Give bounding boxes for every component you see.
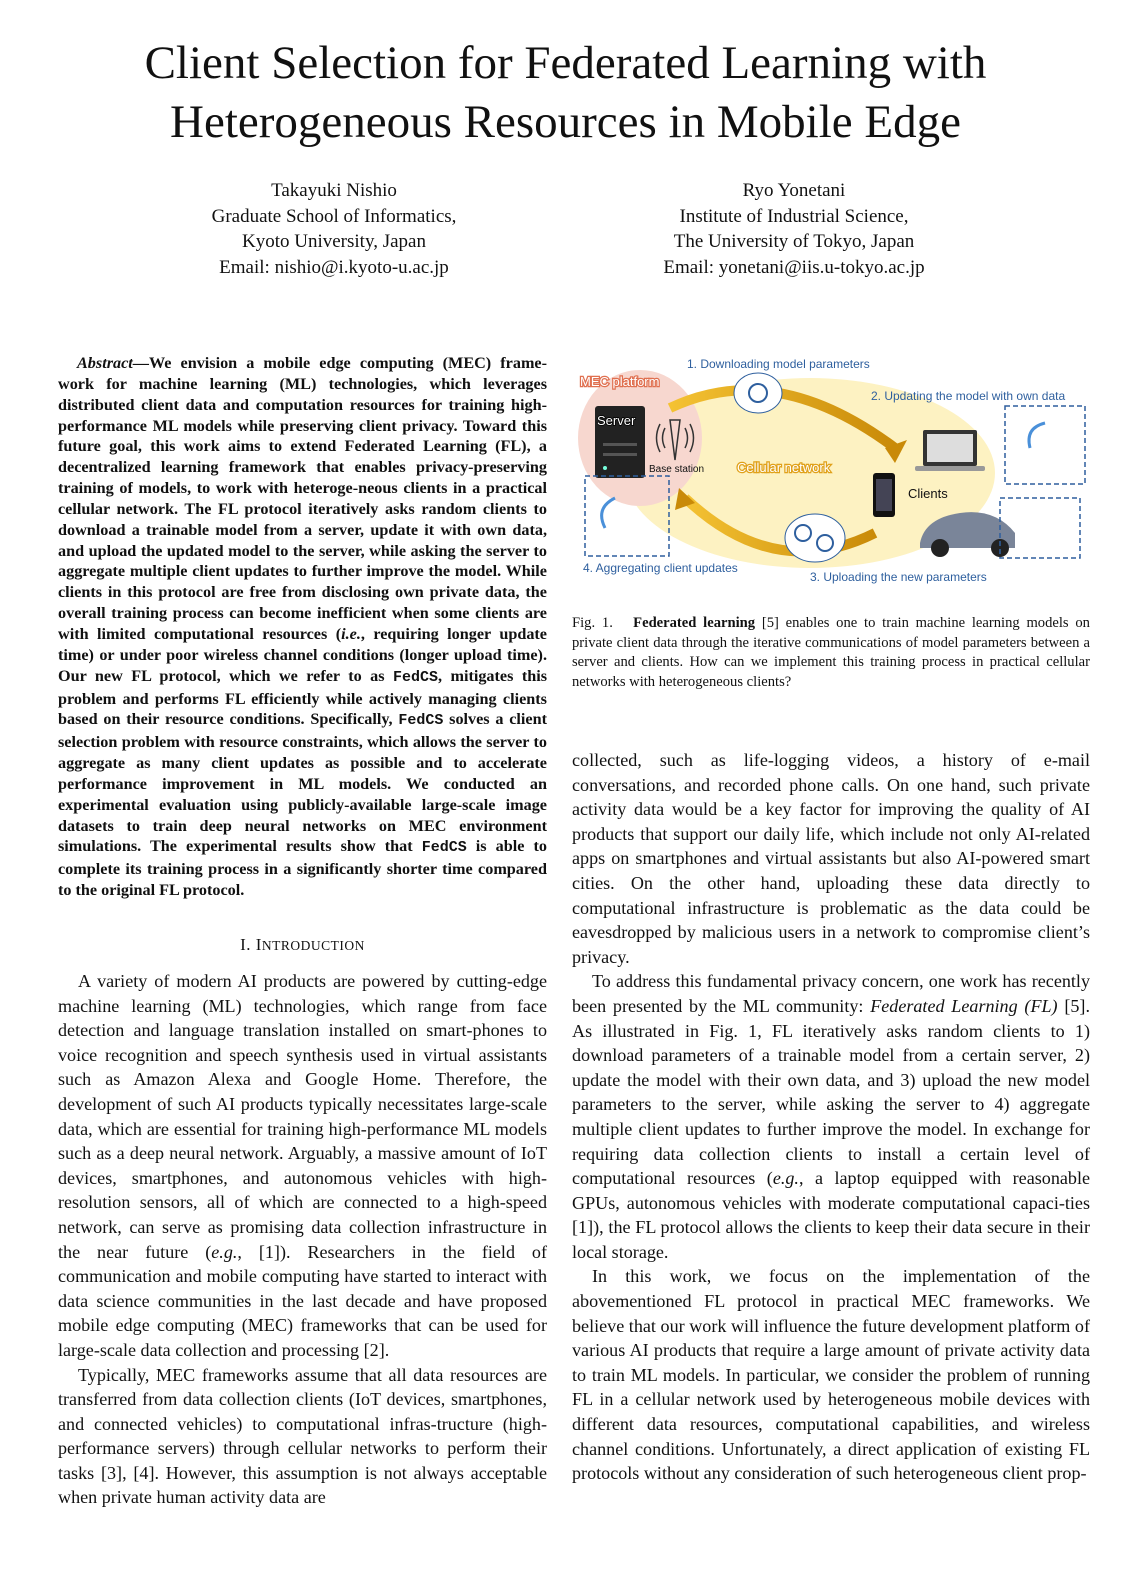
paragraph: [572, 748, 1090, 969]
section-heading-introduction: [58, 935, 547, 955]
abstract-text: , requiring longer update time) or under poor wireless channel conditions (longer upload time). Our new FL protocol, which we refer to as: [58, 624, 547, 685]
mec-platform-label: MEC platform: [580, 374, 660, 389]
title-line-2: Heterogeneous Resources in Mobile Edge: [170, 96, 961, 148]
caption-bold: Federated learning: [633, 615, 756, 631]
paragraph-eg: e.g.: [211, 1241, 238, 1262]
clients-label: Clients: [908, 486, 948, 501]
abstract: [58, 353, 547, 901]
paragraph-text: , a laptop equipped with reasonable GPUs, autonomous vehicles with moderate computational capaci-ties [1]), the FL protocol allows the clients to keep their data secure in their local storage.: [572, 1168, 1090, 1262]
abstract-ie: i.e.: [341, 624, 361, 643]
paragraph: [58, 969, 547, 1363]
step3-label: 3. Uploading the new parameters: [810, 570, 987, 584]
smartphone-icon: [873, 473, 895, 517]
author-affiliation: Institute of Industrial Science,: [679, 205, 909, 227]
abstract-text: , mitigates this problem and performs FL efficiently while actively managing clients based on their resource conditions. Specifically,: [58, 666, 548, 729]
author-block-2: [594, 178, 994, 280]
cellular-network-label: Cellular network: [737, 460, 831, 475]
paragraph-text: To address this fundamental privacy concern, one work has recently been presented by the ML community:: [572, 971, 1090, 1016]
author-affiliation: Graduate School of Informatics,: [211, 205, 457, 227]
caption-text: [5] enables one to train machine learning models on private client data through the iterative communications of model parameters between a server and clients. How can we implement this training process in practical cellular networks with heterogeneous clients?: [572, 615, 1090, 690]
paragraph: [572, 969, 1090, 1264]
fedcs-term: FedCS: [392, 668, 438, 686]
paragraph-text: , [1]). Researchers in the field of communication and mobile computing have started to interact with data science communities in the last decade and have proposed mobile edge computing (MEC) frameworks that can be used for large-scale data collection and processing [2].: [58, 1241, 547, 1360]
author-name: Ryo Yonetani: [742, 180, 846, 201]
author-affiliation: The University of Tokyo, Japan: [673, 231, 915, 252]
title-line-1: Client Selection for Federated Learning with: [144, 37, 987, 89]
paragraph-term: Federated Learning (FL): [870, 995, 1058, 1016]
abstract-dash: —: [132, 354, 149, 372]
update-box: [1005, 406, 1085, 484]
paragraph: [58, 1363, 547, 1511]
step1-label: 1. Downloading model parameters: [687, 357, 870, 371]
step2-label: 2. Updating the model with own data: [871, 389, 1066, 403]
author-affiliation: Kyoto University, Japan: [242, 231, 426, 252]
figure-federated-learning: [575, 348, 1090, 596]
step4-label: 4. Aggregating client updates: [583, 561, 738, 575]
model-bubble-icon: [734, 373, 782, 413]
paragraph-text: Typically, MEC frameworks assume that all data resources are transferred from data collection clients (IoT devices, smartphones, and connected vehicles) to computational infras-tructure (high-performance servers) through cellular networks to perform their tasks [3], [4]. However, this assumption is not always acceptable when private human activity data are: [58, 1364, 547, 1508]
abstract-text: solves a client selection problem with resource constraints, which allows the server to aggregate as many client updates as possible and to accelerate performance improvement in ML models. We conducted an experimental evaluation using publicly-available large-scale image datasets to train deep neural networks on MEC environment simulations. The experimental results show that: [58, 710, 547, 856]
paragraph-text: collected, such as life-logging videos, a history of e-mail conversations, and recorded phone calls. On one hand, such private activity data would be a key factor for improving the quality of AI products that support our daily life, which include not only AI-related apps on smartphones and virtual assistants but also AI-powered smart cities. On the other hand, uploading these data directly to computational infrastructure is problematic as the data could be eavesdropped by malicious users in a network to compromise client’s privacy.: [572, 750, 1090, 967]
abstract-text: We envision a mobile edge computing (MEC) frame-work for machine learning (ML) technologies, which leverages distributed client data and computation resources for training high-performance ML models while preserving client privacy. Toward this future goal, this work aims to extend Federated Learning (FL), a decentralized learning framework that enables privacy-preserving training of models, to work with heteroge-neous clients in a practical cellular network. The FL protocol iteratively asks random clients to download a trainable model from a server, update it with own data, and upload the updated model to the server, while asking the server to aggregate multiple client updates to further improve the model. While clients in this protocol are free from disclosing own private data, the overall training process can become inefficient when some clients are with limited computational resources (: [58, 354, 547, 643]
caption-fig-number: Fig. 1.: [572, 615, 613, 631]
model-bubble-icon: [785, 514, 845, 562]
paragraph-text: [5]. As illustrated in Fig. 1, FL iteratively asks random clients to 1) download parameters of a trainable model from a certain server, 2) update the model with their own data, and 3) upload the new model parameters to the server, while asking the server to 4) aggregate multiple client updates to further improve the model. In exchange for requiring data collection clients to install a certain level of computational resources (: [572, 995, 1090, 1189]
section-smallcaps: NTRODUCTION: [261, 938, 365, 953]
section-initial: I: [255, 935, 262, 954]
base-station-label: Base station: [649, 464, 705, 475]
paragraph-text: A variety of modern AI products are powered by cutting-edge machine learning (ML) technologies, which range from face detection and language translation installed on smart-phones to voice recognition and speech synthesis used in virtual assistants such as Amazon Alexa and Google Home. Therefore, the development of such AI products typically necessitates large-scale data, which are essential for training high-performance ML models such as a deep neural network. Arguably, a massive amount of IoT devices, smartphones, and autonomous vehicles with high-resolution sensors, all of which are connected to a high-speed network, can serve as promising data collection infrastructure in the near future (: [58, 971, 547, 1262]
paragraph-eg: e.g.: [772, 1168, 799, 1189]
author-email: Email: yonetani@iis.u-tokyo.ac.jp: [663, 256, 925, 278]
figure-caption: [572, 614, 1090, 692]
fedcs-term: FedCS: [398, 712, 444, 730]
aggregate-cycle-icon: [602, 498, 615, 528]
update-cycle-icon: [1029, 423, 1045, 448]
paper-title: [60, 34, 1071, 152]
left-column-body: [58, 969, 547, 1510]
paragraph-text: In this work, we focus on the implementation of the abovementioned FL protocol in practical MEC frameworks. We believe that our work will influence the future development platform of various AI products that require a large amount of private activity data to train ML models. In particular, we consider the problem of running FL in a cellular network used by heterogeneous mobile devices with different data resources, computational capabilities, and wireless channel conditions. Unfortunately, a direct application of existing FL protocols without any consideration of such heterogeneous client prop-: [572, 1266, 1090, 1484]
server-label: Server: [597, 413, 636, 428]
author-block-1: [134, 178, 534, 280]
client-data-box: [1000, 498, 1080, 558]
right-column-body: [572, 748, 1090, 1486]
author-email: Email: nishio@i.kyoto-u.ac.jp: [219, 256, 449, 278]
fedcs-term: FedCS: [421, 839, 467, 857]
section-number: I.: [240, 935, 256, 954]
paragraph: [572, 1264, 1090, 1485]
author-name: Takayuki Nishio: [271, 180, 397, 201]
abstract-text: is able to complete its training process in a significantly shorter time compared to the original FL protocol.: [58, 837, 548, 900]
laptop-icon: [915, 430, 985, 471]
abstract-label: Abstract: [77, 354, 133, 372]
